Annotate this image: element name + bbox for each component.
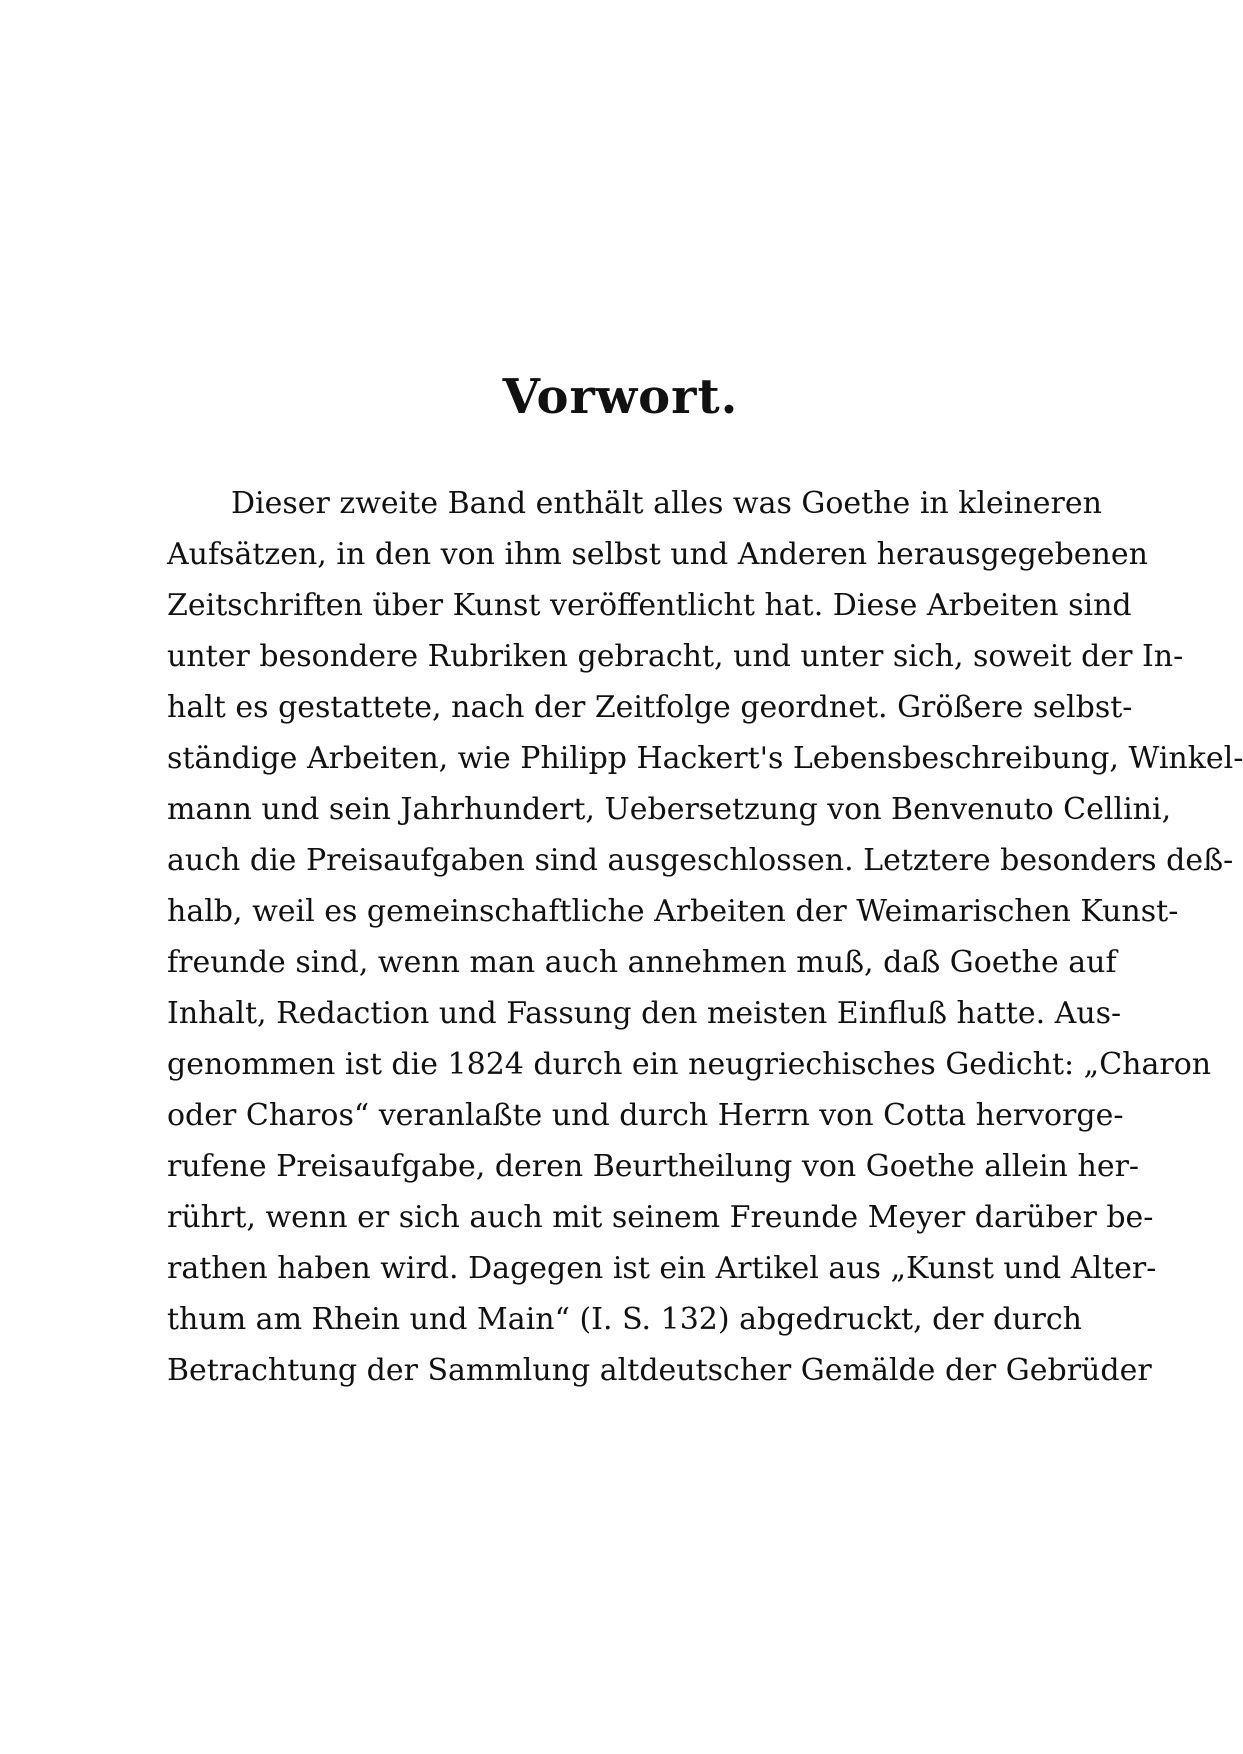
text-line: genommen ist die 1824 durch ein neugriechisches Gedicht: „Charon: [167, 1047, 1212, 1082]
preface-paragraph: [167, 478, 1243, 1396]
text-line: Inhalt, Redaction und Fassung den meisten Einfluß hatte. Aus-: [167, 996, 1122, 1031]
text-line: oder Charos“ veranlaßte und durch Herrn von Cotta hervorge-: [167, 1098, 1124, 1133]
text-line: Aufsätzen, in den von ihm selbst und Anderen herausgegebenen: [167, 537, 1148, 572]
text-line: auch die Preisaufgaben sind ausgeschlossen. Letztere besonders deß-: [167, 843, 1234, 878]
text-line: halb, weil es gemeinschaftliche Arbeiten der Weimarischen Kunst-: [167, 894, 1179, 929]
text-line: unter besondere Rubriken gebracht, und unter sich, soweit der In-: [167, 639, 1184, 674]
text-line: mann und sein Jahrhundert, Uebersetzung von Benvenuto Cellini,: [167, 792, 1172, 827]
text-line: ständige Arbeiten, wie Philipp Hackert's Lebensbeschreibung, Winkel-: [167, 741, 1243, 776]
text-line: halt es gestattete, nach der Zeitfolge geordnet. Größere selbst-: [167, 690, 1133, 725]
page-title: Vorwort.: [502, 369, 739, 425]
text-line: Betrachtung der Sammlung altdeutscher Gemälde der Gebrüder: [167, 1353, 1152, 1388]
text-line: rathen haben wird. Dagegen ist ein Artikel aus „Kunst und Alter-: [167, 1251, 1157, 1286]
text-line: thum am Rhein und Main“ (I. S. 132) abgedruckt, der durch: [167, 1302, 1082, 1337]
text-line: Dieser zweite Band enthält alles was Goethe in kleineren: [231, 486, 1102, 521]
text-line: Zeitschriften über Kunst veröffentlicht hat. Diese Arbeiten sind: [167, 588, 1132, 623]
text-line: rührt, wenn er sich auch mit seinem Freunde Meyer darüber be-: [167, 1200, 1154, 1235]
text-line: freunde sind, wenn man auch annehmen muß, daß Goethe auf: [167, 945, 1117, 980]
text-line: rufene Preisaufgabe, deren Beurtheilung von Goethe allein her-: [167, 1149, 1140, 1184]
